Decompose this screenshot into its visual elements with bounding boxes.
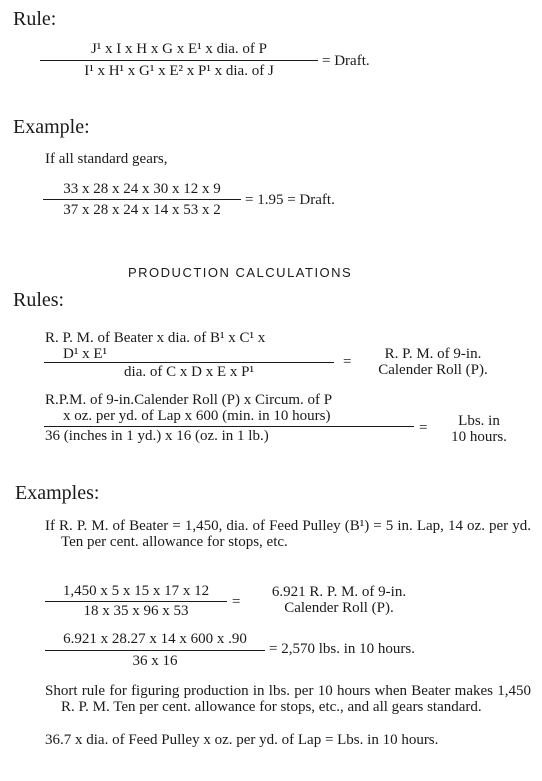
example2-result: = 2,570 lbs. in 10 hours. [269,641,415,657]
example-numerator: 33 x 28 x 24 x 30 x 12 x 9 [63,181,221,197]
rule-fraction-bar [40,60,318,61]
rule-result: = Draft. [322,53,370,69]
example-fraction-bar [43,199,241,200]
rule2-denominator: 36 (inches in 1 yd.) x 16 (oz. in 1 lb.) [45,428,269,444]
example2-fraction-bar [45,650,265,651]
rule1-result-line2: Calender Roll (P). [378,362,488,378]
rule2-numerator-line2: x oz. per yd. of Lap x 600 (min. in 10 hours) [63,408,331,424]
example-heading: Example: [13,116,90,138]
rule1-numerator-line1: R. P. M. of Beater x dia. of B¹ x C¹ x [45,330,266,346]
example1-fraction-bar [45,601,227,602]
example-result: = 1.95 = Draft. [245,192,335,208]
rule1-equals: = [343,354,352,370]
rule2-result-line2: 10 hours. [451,429,507,445]
rule1-numerator-line2: D¹ x E¹ [63,346,107,362]
example-denominator: 37 x 28 x 24 x 14 x 53 x 2 [63,202,221,218]
rule2-fraction-bar [44,426,414,427]
example1-result-line2: Calender Roll (P). [284,600,394,616]
example1-equals: = [232,594,241,610]
rules-heading: Rules: [13,289,65,311]
rule1-result-line1: R. P. M. of 9-in. [384,346,482,362]
rule-numerator: J¹ x I x H x G x E¹ x dia. of P [90,41,268,57]
short-rule-text: Short rule for figuring production in lbs. per 10 hours when Beater makes 1,450 R. P. M. Ten per cent. allowance for stops, etc., and all gears standard. [45,683,531,715]
example1-result-line1: 6.921 R. P. M. of 9-in. [271,584,407,600]
examples-intro: If R. P. M. of Beater = 1,450, dia. of Feed Pulley (B¹) = 5 in. Lap, 14 oz. per yd. Ten per cent. allowance for stops, etc. [45,518,531,550]
production-title: PRODUCTION CALCULATIONS [128,265,353,280]
rule-heading: Rule: [13,8,57,30]
final-rule-text: 36.7 x dia. of Feed Pulley x oz. per yd. of Lap = Lbs. in 10 hours. [45,732,439,748]
rule2-equals: = [419,420,428,436]
rule1-fraction-bar [44,362,334,363]
rule1-denominator: dia. of C x D x E x P¹ [124,364,254,380]
example1-denominator: 18 x 35 x 96 x 53 [83,603,189,619]
rule-denominator: I¹ x H¹ x G¹ x E² x P¹ x dia. of J [84,63,274,79]
example2-numerator: 6.921 x 28.27 x 14 x 600 x .90 [63,631,247,647]
rule2-numerator-line1: R.P.M. of 9-in.Calender Roll (P) x Circum. of P [45,392,333,408]
example-intro: If all standard gears, [45,151,168,167]
example2-denominator: 36 x 16 [132,653,178,669]
examples-heading: Examples: [15,482,100,504]
example1-numerator: 1,450 x 5 x 15 x 17 x 12 [62,583,210,599]
rule2-result-line1: Lbs. in [458,413,500,429]
